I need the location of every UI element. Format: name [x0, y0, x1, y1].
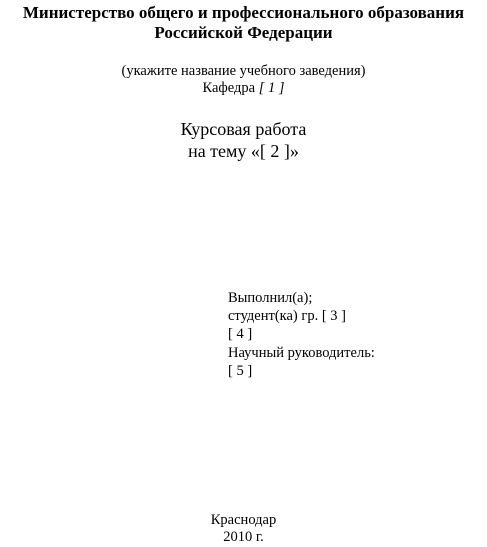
completed-by-label: Выполнил(а);: [228, 290, 313, 306]
supervisor-placeholder: [ 5 ]: [228, 363, 253, 379]
student-group-line: [228, 307, 346, 325]
ministry-line-2: Российской Федерации: [154, 23, 333, 42]
department-placeholder: [ 1 ]: [258, 80, 285, 96]
department-line: [0, 80, 487, 97]
footer-year: 2010 г.: [223, 529, 264, 545]
footer-city: Краснодар: [210, 512, 277, 528]
student-group-label: студент(ка) гр.: [228, 308, 319, 324]
student-name-placeholder: [ 4 ]: [228, 326, 253, 342]
institution-hint: (укажите название учебного заведения): [121, 63, 366, 79]
ministry-line-1: Министерство общего и профессионального образования: [22, 3, 465, 22]
work-topic: на тему «[ 2 ]»: [188, 141, 299, 161]
work-type: Курсовая работа: [180, 119, 307, 139]
supervisor-label: Научный руководитель:: [228, 345, 375, 361]
student-group-placeholder: [ 3 ]: [321, 308, 346, 324]
department-label: Кафедра: [202, 80, 256, 96]
